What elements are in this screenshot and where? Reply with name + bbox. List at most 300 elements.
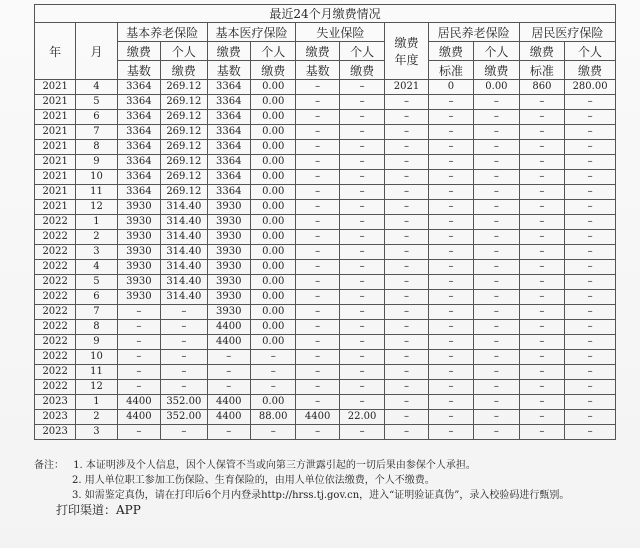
rp-standard-cell: – xyxy=(428,365,473,380)
unemployment-personal-cell: – xyxy=(339,215,384,230)
medical-base-cell: 4400 xyxy=(207,335,250,350)
month-cell: 3 xyxy=(76,245,117,260)
table-body xyxy=(35,80,616,440)
pension-personal-cell: 314.40 xyxy=(161,290,208,305)
pay-year-cell: – xyxy=(385,110,428,125)
rp-standard-cell: – xyxy=(428,230,473,245)
rp-standard-cell: – xyxy=(428,305,473,320)
medical-personal-cell: 0.00 xyxy=(250,305,295,320)
unemployment-personal-cell: – xyxy=(339,335,384,350)
rm-personal-header-top: 个人 xyxy=(565,42,616,61)
medical-base-cell: – xyxy=(207,365,250,380)
unemployment-base-cell: – xyxy=(296,125,339,140)
table-row xyxy=(35,110,616,125)
rp-personal-cell: – xyxy=(474,410,519,425)
medical-base-cell: – xyxy=(207,350,250,365)
rm-personal-cell: – xyxy=(565,395,616,410)
rm-standard-cell: – xyxy=(519,380,564,395)
rm-standard-cell: – xyxy=(519,395,564,410)
unemployment-base-cell: – xyxy=(296,215,339,230)
medical-personal-cell: 0.00 xyxy=(250,215,295,230)
table-row xyxy=(35,80,616,95)
unemployment-personal-cell: – xyxy=(339,110,384,125)
month-cell: 6 xyxy=(76,290,117,305)
medical-base-cell: 3364 xyxy=(207,125,250,140)
rm-standard-cell: – xyxy=(519,350,564,365)
pension-personal-cell: 269.12 xyxy=(161,125,208,140)
month-cell: 9 xyxy=(76,335,117,350)
table-row xyxy=(35,245,616,260)
unemployment-base-cell: – xyxy=(296,320,339,335)
rp-personal-cell: – xyxy=(474,155,519,170)
rm-personal-cell: – xyxy=(565,230,616,245)
rp-standard-cell: – xyxy=(428,170,473,185)
year-cell: 2022 xyxy=(35,380,76,395)
rp-personal-cell: – xyxy=(474,335,519,350)
month-cell: 8 xyxy=(76,140,117,155)
medical-personal-cell: 0.00 xyxy=(250,125,295,140)
pension-base-cell: 3364 xyxy=(117,125,160,140)
resident-medical-header: 居民医疗保险 xyxy=(519,23,615,42)
unemployment-base-cell: – xyxy=(296,170,339,185)
table-row xyxy=(35,350,616,365)
pay-year-cell: – xyxy=(385,395,428,410)
pay-year-cell: – xyxy=(385,140,428,155)
year-cell: 2022 xyxy=(35,350,76,365)
rp-personal-cell: – xyxy=(474,170,519,185)
year-cell: 2023 xyxy=(35,425,76,440)
medical-personal-cell: 0.00 xyxy=(250,395,295,410)
rp-standard-cell: – xyxy=(428,200,473,215)
month-cell: 5 xyxy=(76,95,117,110)
pay-year-cell: – xyxy=(385,215,428,230)
medical-personal-cell: – xyxy=(250,425,295,440)
medical-personal-cell: 0.00 xyxy=(250,335,295,350)
medical-base-cell: 3930 xyxy=(207,200,250,215)
pay-year-cell: – xyxy=(385,320,428,335)
rm-standard-cell: – xyxy=(519,275,564,290)
table-row xyxy=(35,260,616,275)
pay-year-cell: – xyxy=(385,425,428,440)
rp-standard-cell: – xyxy=(428,95,473,110)
rm-standard-cell: – xyxy=(519,260,564,275)
pay-year-cell: – xyxy=(385,335,428,350)
rm-standard-cell: – xyxy=(519,110,564,125)
medical-base-cell: 3930 xyxy=(207,215,250,230)
pension-personal-cell: 314.40 xyxy=(161,215,208,230)
rm-standard-cell: – xyxy=(519,230,564,245)
unemployment-base-cell: – xyxy=(296,305,339,320)
month-cell: 1 xyxy=(76,215,117,230)
year-cell: 2022 xyxy=(35,230,76,245)
table-row xyxy=(35,425,616,440)
month-cell: 8 xyxy=(76,320,117,335)
rp-standard-header-top: 缴费 xyxy=(428,42,473,61)
pension-personal-cell: – xyxy=(161,365,208,380)
pay-year-cell: – xyxy=(385,245,428,260)
rp-personal-cell: – xyxy=(474,185,519,200)
notes-label: 备注： xyxy=(34,460,64,471)
pension-personal-cell: – xyxy=(161,425,208,440)
unemployment-base-cell: 4400 xyxy=(296,410,339,425)
rm-standard-cell: – xyxy=(519,290,564,305)
unemp-personal-header-bottom: 缴费 xyxy=(339,61,384,80)
medical-personal-cell: 88.00 xyxy=(250,410,295,425)
pay-year-cell: – xyxy=(385,275,428,290)
month-cell: 4 xyxy=(76,80,117,95)
unemployment-base-cell: – xyxy=(296,80,339,95)
contribution-table xyxy=(34,4,616,440)
table-row xyxy=(35,305,616,320)
unemployment-base-cell: – xyxy=(296,185,339,200)
year-cell: 2022 xyxy=(35,335,76,350)
rp-personal-cell: – xyxy=(474,230,519,245)
rm-personal-cell: – xyxy=(565,335,616,350)
pension-base-cell: 3930 xyxy=(117,290,160,305)
rp-personal-cell: – xyxy=(474,260,519,275)
unemployment-personal-cell: – xyxy=(339,395,384,410)
unemployment-base-cell: – xyxy=(296,155,339,170)
month-cell: 2 xyxy=(76,410,117,425)
rp-personal-cell: – xyxy=(474,140,519,155)
pension-personal-cell: – xyxy=(161,335,208,350)
medical-personal-cell: 0.00 xyxy=(250,80,295,95)
rm-personal-cell: – xyxy=(565,200,616,215)
unemployment-personal-cell: – xyxy=(339,305,384,320)
rp-standard-cell: – xyxy=(428,290,473,305)
rm-personal-cell: – xyxy=(565,125,616,140)
unemployment-base-cell: – xyxy=(296,245,339,260)
pension-base-cell: 3364 xyxy=(117,110,160,125)
rm-standard-cell: – xyxy=(519,155,564,170)
unemployment-base-cell: – xyxy=(296,275,339,290)
rp-personal-cell: – xyxy=(474,110,519,125)
medical-personal-header-top: 个人 xyxy=(250,42,295,61)
pension-personal-cell: 269.12 xyxy=(161,95,208,110)
unemployment-personal-cell: – xyxy=(339,320,384,335)
rp-standard-cell: 0 xyxy=(428,80,473,95)
pay-year-cell: – xyxy=(385,185,428,200)
medical-base-cell: 3364 xyxy=(207,95,250,110)
rm-personal-cell: – xyxy=(565,380,616,395)
rm-standard-cell: – xyxy=(519,200,564,215)
rm-personal-cell: – xyxy=(565,410,616,425)
rm-personal-cell: – xyxy=(565,425,616,440)
rm-personal-cell: – xyxy=(565,290,616,305)
pension-base-cell: 3930 xyxy=(117,275,160,290)
year-cell: 2021 xyxy=(35,95,76,110)
rp-standard-cell: – xyxy=(428,320,473,335)
rp-personal-cell: – xyxy=(474,95,519,110)
month-cell: 5 xyxy=(76,275,117,290)
pension-personal-cell: 352.00 xyxy=(161,395,208,410)
pay-year-cell: – xyxy=(385,380,428,395)
pension-base-cell: 3930 xyxy=(117,215,160,230)
rp-standard-cell: – xyxy=(428,395,473,410)
pension-personal-cell: – xyxy=(161,350,208,365)
medical-base-header-bottom: 基数 xyxy=(207,61,250,80)
pension-personal-cell: 314.40 xyxy=(161,245,208,260)
pay-year-cell: – xyxy=(385,170,428,185)
rp-standard-cell: – xyxy=(428,245,473,260)
pension-base-cell: – xyxy=(117,365,160,380)
rp-personal-header-top: 个人 xyxy=(474,42,519,61)
medical-personal-cell: 0.00 xyxy=(250,140,295,155)
unemployment-base-cell: – xyxy=(296,110,339,125)
table-row xyxy=(35,95,616,110)
year-cell: 2021 xyxy=(35,185,76,200)
rm-standard-cell: – xyxy=(519,185,564,200)
rp-personal-cell: – xyxy=(474,320,519,335)
unemployment-base-cell: – xyxy=(296,335,339,350)
note-item-3: 3. 如需鉴定真伪，请在打印后6个月内登录http://hrss.tj.gov.cn，进入“证明验证真伪”，录入校验码进行甄别。 xyxy=(72,490,570,501)
pay-year-header xyxy=(385,23,428,80)
rp-personal-cell: – xyxy=(474,275,519,290)
medical-personal-cell: – xyxy=(250,350,295,365)
unemployment-personal-cell: – xyxy=(339,365,384,380)
rp-personal-cell: – xyxy=(474,215,519,230)
medical-base-cell: 3930 xyxy=(207,260,250,275)
table-row xyxy=(35,365,616,380)
medical-base-cell: 3364 xyxy=(207,80,250,95)
pension-base-cell: 3364 xyxy=(117,170,160,185)
rp-personal-cell: – xyxy=(474,290,519,305)
rm-personal-cell: – xyxy=(565,185,616,200)
unemployment-personal-cell: – xyxy=(339,290,384,305)
rp-personal-cell: – xyxy=(474,425,519,440)
pension-personal-cell: 314.40 xyxy=(161,230,208,245)
month-cell: 6 xyxy=(76,110,117,125)
month-cell: 12 xyxy=(76,200,117,215)
medical-base-cell: – xyxy=(207,380,250,395)
medical-base-cell: 3930 xyxy=(207,305,250,320)
unemployment-base-cell: – xyxy=(296,425,339,440)
pension-personal-cell: 269.12 xyxy=(161,170,208,185)
pay-year-cell: – xyxy=(385,410,428,425)
pension-personal-cell: 269.12 xyxy=(161,80,208,95)
pension-base-cell: 3364 xyxy=(117,140,160,155)
medical-base-cell: 4400 xyxy=(207,395,250,410)
pay-year-cell: – xyxy=(385,290,428,305)
unemployment-personal-cell: – xyxy=(339,170,384,185)
rm-standard-cell: – xyxy=(519,335,564,350)
pension-base-cell: 3930 xyxy=(117,200,160,215)
unemployment-personal-cell: – xyxy=(339,200,384,215)
unemployment-personal-cell: – xyxy=(339,155,384,170)
rm-personal-cell: – xyxy=(565,95,616,110)
rm-standard-header-bottom: 标准 xyxy=(519,61,564,80)
rm-personal-header-bottom: 缴费 xyxy=(565,61,616,80)
rp-standard-header-bottom: 标准 xyxy=(428,61,473,80)
rm-standard-header-top: 缴费 xyxy=(519,42,564,61)
table-row xyxy=(35,155,616,170)
table-row xyxy=(35,140,616,155)
unemployment-base-cell: – xyxy=(296,380,339,395)
month-cell: 7 xyxy=(76,305,117,320)
medical-personal-cell: 0.00 xyxy=(250,245,295,260)
pay-year-cell: – xyxy=(385,125,428,140)
note-line-1 xyxy=(34,458,624,473)
table-row xyxy=(35,320,616,335)
month-cell: 11 xyxy=(76,365,117,380)
medical-base-cell: 3364 xyxy=(207,155,250,170)
rm-personal-cell: – xyxy=(565,365,616,380)
unemployment-base-cell: – xyxy=(296,365,339,380)
table-row xyxy=(35,215,616,230)
rm-personal-cell: – xyxy=(565,320,616,335)
unemployment-personal-cell: – xyxy=(339,80,384,95)
year-cell: 2021 xyxy=(35,200,76,215)
rm-standard-cell: – xyxy=(519,170,564,185)
rp-personal-cell: – xyxy=(474,125,519,140)
rm-personal-cell: – xyxy=(565,275,616,290)
rp-standard-cell: – xyxy=(428,140,473,155)
medical-personal-header-bottom: 缴费 xyxy=(250,61,295,80)
rp-standard-cell: – xyxy=(428,425,473,440)
rp-standard-cell: – xyxy=(428,110,473,125)
rp-personal-cell: – xyxy=(474,305,519,320)
year-cell: 2021 xyxy=(35,110,76,125)
pension-base-cell: 3364 xyxy=(117,80,160,95)
year-cell: 2021 xyxy=(35,140,76,155)
pension-header: 基本养老保险 xyxy=(117,23,207,42)
unemployment-base-cell: – xyxy=(296,140,339,155)
notes-section xyxy=(34,458,624,503)
month-cell: 4 xyxy=(76,260,117,275)
pension-personal-cell: 352.00 xyxy=(161,410,208,425)
rp-standard-cell: – xyxy=(428,335,473,350)
rm-personal-cell: – xyxy=(565,140,616,155)
medical-base-cell: 4400 xyxy=(207,410,250,425)
unemp-base-header-top: 缴费 xyxy=(296,42,339,61)
rm-standard-cell: – xyxy=(519,95,564,110)
medical-personal-cell: 0.00 xyxy=(250,155,295,170)
rp-personal-header-bottom: 缴费 xyxy=(474,61,519,80)
medical-base-cell: 3930 xyxy=(207,290,250,305)
year-cell: 2021 xyxy=(35,170,76,185)
unemployment-base-cell: – xyxy=(296,350,339,365)
medical-personal-cell: 0.00 xyxy=(250,95,295,110)
unemployment-base-cell: – xyxy=(296,230,339,245)
table-row xyxy=(35,290,616,305)
rp-personal-cell: – xyxy=(474,395,519,410)
pay-year-cell: – xyxy=(385,95,428,110)
rm-personal-cell: – xyxy=(565,260,616,275)
pension-personal-cell: 314.40 xyxy=(161,200,208,215)
unemployment-base-cell: – xyxy=(296,260,339,275)
medical-personal-cell: 0.00 xyxy=(250,110,295,125)
pay-year-header-top: 缴费 xyxy=(394,36,419,50)
pension-base-cell: – xyxy=(117,335,160,350)
pension-personal-cell: – xyxy=(161,320,208,335)
unemployment-personal-cell: – xyxy=(339,95,384,110)
rm-standard-cell: – xyxy=(519,215,564,230)
medical-personal-cell: 0.00 xyxy=(250,320,295,335)
unemployment-personal-cell: – xyxy=(339,380,384,395)
medical-base-cell: 3364 xyxy=(207,185,250,200)
medical-base-cell: 3930 xyxy=(207,245,250,260)
pension-personal-cell: 314.40 xyxy=(161,275,208,290)
rp-standard-cell: – xyxy=(428,260,473,275)
rp-standard-cell: – xyxy=(428,215,473,230)
medical-base-cell: 3930 xyxy=(207,230,250,245)
month-cell: 12 xyxy=(76,380,117,395)
medical-base-cell: 3930 xyxy=(207,275,250,290)
medical-base-cell: – xyxy=(207,425,250,440)
rm-personal-cell: – xyxy=(565,215,616,230)
note-item-2: 2. 用人单位职工参加工伤保险、生育保险的，由用人单位依法缴费，个人不缴费。 xyxy=(72,475,435,486)
rm-standard-cell: – xyxy=(519,245,564,260)
month-cell: 2 xyxy=(76,230,117,245)
table-row xyxy=(35,185,616,200)
pay-year-cell: – xyxy=(385,305,428,320)
month-cell: 10 xyxy=(76,170,117,185)
pension-personal-cell: – xyxy=(161,380,208,395)
pension-personal-cell: 269.12 xyxy=(161,110,208,125)
pay-year-cell: – xyxy=(385,365,428,380)
unemp-base-header-bottom: 基数 xyxy=(296,61,339,80)
year-cell: 2022 xyxy=(35,215,76,230)
year-cell: 2022 xyxy=(35,305,76,320)
pension-base-cell: 4400 xyxy=(117,395,160,410)
pay-year-cell: – xyxy=(385,200,428,215)
rm-personal-cell: – xyxy=(565,305,616,320)
pension-personal-cell: 314.40 xyxy=(161,260,208,275)
pay-year-cell: 2021 xyxy=(385,80,428,95)
medical-base-cell: 3364 xyxy=(207,140,250,155)
note-item-1: 1. 本证明涉及个人信息，因个人保管不当或向第三方泄露引起的一切后果由参保个人承担。 xyxy=(73,460,476,471)
year-cell: 2022 xyxy=(35,290,76,305)
rp-personal-cell: – xyxy=(474,380,519,395)
unemployment-personal-cell: – xyxy=(339,230,384,245)
medical-base-header-top: 缴费 xyxy=(207,42,250,61)
year-cell: 2022 xyxy=(35,365,76,380)
pension-base-cell: – xyxy=(117,425,160,440)
medical-personal-cell: 0.00 xyxy=(250,275,295,290)
print-channel: 打印渠道：APP xyxy=(56,503,141,517)
pension-base-cell: – xyxy=(117,305,160,320)
pension-base-cell: 3364 xyxy=(117,155,160,170)
unemployment-personal-cell: 22.00 xyxy=(339,410,384,425)
resident-pension-header: 居民养老保险 xyxy=(428,23,519,42)
rp-standard-cell: – xyxy=(428,380,473,395)
pension-base-header-top: 缴费 xyxy=(117,42,160,61)
pay-year-cell: – xyxy=(385,230,428,245)
medical-header: 基本医疗保险 xyxy=(207,23,296,42)
table-row xyxy=(35,275,616,290)
rm-standard-cell: – xyxy=(519,425,564,440)
medical-personal-cell: 0.00 xyxy=(250,185,295,200)
table-title: 最近24个月缴费情况 xyxy=(35,5,616,23)
pension-personal-cell: 269.12 xyxy=(161,140,208,155)
pension-personal-header-bottom: 缴费 xyxy=(161,61,208,80)
table-row xyxy=(35,335,616,350)
unemployment-personal-cell: – xyxy=(339,260,384,275)
rm-personal-cell: – xyxy=(565,170,616,185)
unemployment-personal-cell: – xyxy=(339,140,384,155)
medical-base-cell: 3364 xyxy=(207,170,250,185)
pension-base-cell: 3930 xyxy=(117,260,160,275)
rp-standard-cell: – xyxy=(428,185,473,200)
unemployment-base-cell: – xyxy=(296,395,339,410)
pay-year-cell: – xyxy=(385,155,428,170)
rm-personal-cell: 280.00 xyxy=(565,80,616,95)
table-row xyxy=(35,380,616,395)
rm-standard-cell: – xyxy=(519,125,564,140)
year-cell: 2021 xyxy=(35,125,76,140)
rp-personal-cell: – xyxy=(474,350,519,365)
rm-personal-cell: – xyxy=(565,155,616,170)
